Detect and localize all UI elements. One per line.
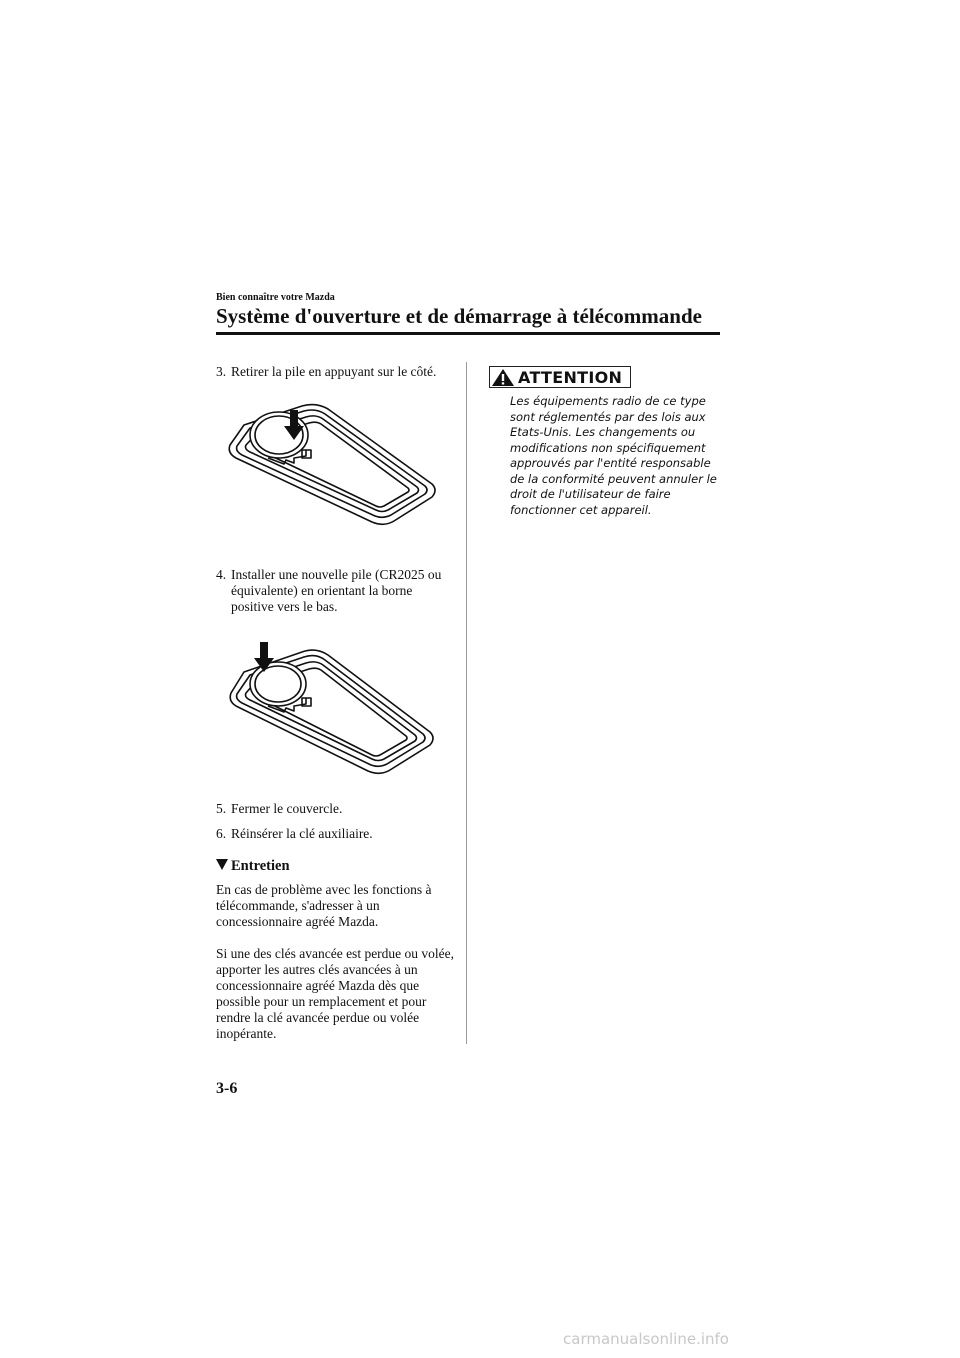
attention-text: Les équipements radio de ce type sont réglementés par des lois aux Etats-Unis. Les changements ou modifications non spécifiquement approuvés par l'entité responsable de la conformité peuvent annuler le droit de l'utilisateur de faire fonctionner cet appareil. (510, 394, 717, 517)
step-text: Réinsérer la clé auxiliaire. (231, 826, 373, 841)
step-number: 5. (216, 801, 227, 816)
battery-install-illustration (226, 642, 438, 782)
maintenance-paragraph: En cas de problème avec les fonctions à télécommande, s'adresser à un concessionnaire agréé Mazda. (216, 882, 432, 929)
attention-label: ATTENTION (518, 368, 623, 387)
step-number: 6. (216, 826, 227, 841)
maintenance-heading-text: Entretien (231, 858, 290, 874)
watermark: carmanualsonline.info (563, 1330, 729, 1348)
page-title: Système d'ouverture et de démarrage à télécommande (216, 304, 702, 328)
step-6 (216, 826, 456, 842)
column-divider (466, 362, 467, 1044)
step-3 (216, 364, 456, 380)
step-4 (216, 567, 456, 615)
step-number: 4. (216, 567, 227, 582)
warning-icon (491, 368, 515, 387)
step-text: Retirer la pile en appuyant sur le côté. (231, 364, 437, 379)
step-number: 3. (216, 364, 227, 379)
maintenance-heading (216, 858, 290, 875)
step-text: Fermer le couvercle. (231, 801, 343, 816)
section-label: Bien connaître votre Mazda (216, 292, 335, 303)
header-rule (216, 332, 720, 335)
page-number: 3-6 (216, 1080, 238, 1097)
step-5 (216, 801, 456, 817)
maintenance-paragraph: Si une des clés avancée est perdue ou volée, apporter les autres clés avancées à un concessionnaire agréé Mazda dès que possible pour un remplacement et pour rendre la clé avancée perdue ou volée inopérante. (216, 946, 455, 1041)
battery-removal-illustration (224, 400, 440, 532)
triangle-bullet-icon (216, 859, 228, 870)
step-text: Installer une nouvelle pile (CR2025 ou équivalente) en orientant la borne positive vers le bas. (231, 567, 442, 614)
